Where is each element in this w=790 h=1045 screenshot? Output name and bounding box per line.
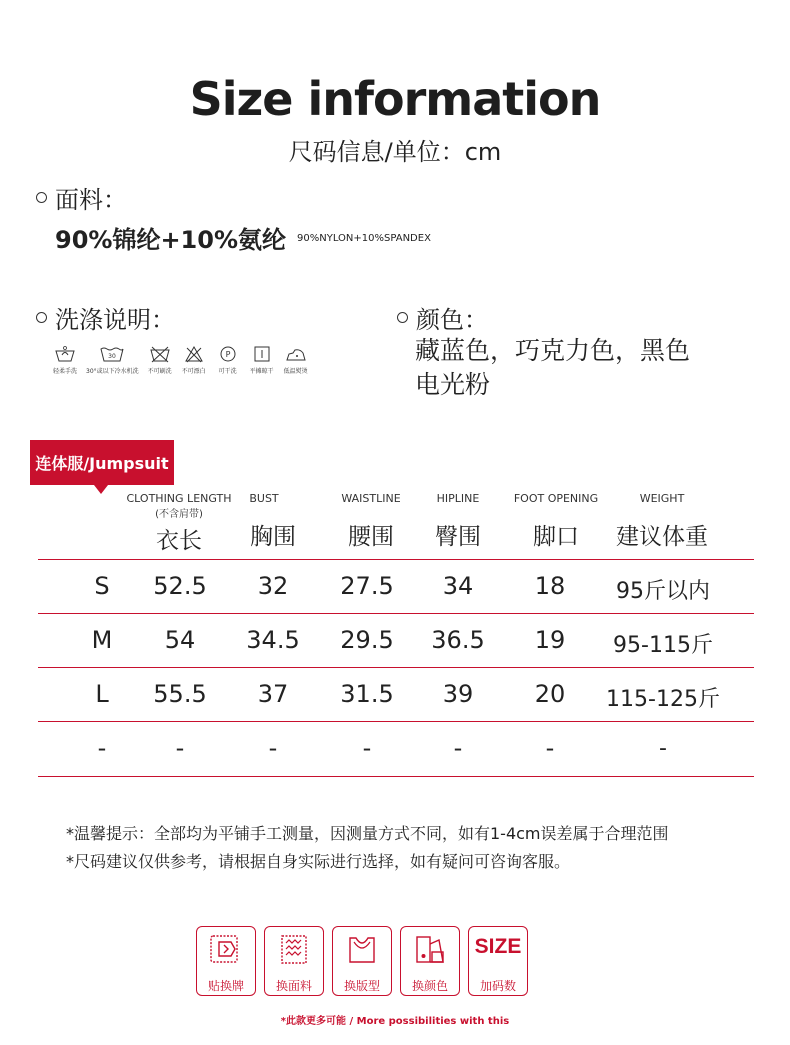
more-option-style-swap: 换版型 bbox=[332, 926, 392, 996]
page-subtitle: 尺码信息/单位：cm bbox=[288, 138, 502, 166]
size-label: M bbox=[91, 626, 113, 654]
header-hipline: HIPLINE 臀围 bbox=[435, 492, 481, 550]
fabric-value: 90%锦纶+10%氨纶 bbox=[55, 226, 286, 254]
header-weight: WEIGHT 建议体重 bbox=[616, 492, 708, 550]
size-add-icon: SIZE bbox=[474, 935, 522, 958]
color-line-1: 藏蓝色，巧克力色，黑色 bbox=[415, 336, 691, 365]
style-swap-icon bbox=[341, 932, 383, 968]
note-line-1: *温馨提示：全部均为平铺手工测量，因测量方式不同，如有1-4cm误差属于合理范围 bbox=[66, 824, 669, 843]
more-option-tag-swap: 贴换牌 bbox=[196, 926, 256, 996]
hand-wash-icon bbox=[52, 344, 78, 364]
wash-30-icon bbox=[99, 344, 125, 364]
notes bbox=[66, 820, 669, 876]
table-divider bbox=[38, 613, 754, 614]
color-section-label bbox=[397, 300, 488, 335]
note-line-2: *尺码建议仅供参考，请根据自身实际进行选择，如有疑问可咨询客服。 bbox=[66, 852, 571, 871]
header-waistline: WAISTLINE 腰围 bbox=[341, 492, 401, 550]
no-brush-icon bbox=[147, 344, 173, 364]
fabric-section-label bbox=[36, 180, 127, 215]
tag-swap-icon bbox=[205, 932, 247, 968]
header-clothing-length: CLOTHING LENGTH (不含肩带) 衣长 bbox=[126, 492, 232, 554]
table-divider bbox=[38, 721, 754, 722]
table-divider bbox=[38, 559, 754, 560]
no-bleach-icon bbox=[181, 344, 207, 364]
care-item: 轻柔手洗 bbox=[52, 344, 78, 375]
table-divider bbox=[38, 776, 754, 777]
care-item: 不可漂白 bbox=[181, 344, 207, 375]
washing-section-label bbox=[36, 300, 175, 335]
care-item: 30 30°或以下冷水机洗 bbox=[86, 344, 139, 375]
care-item: 不可刷洗 bbox=[147, 344, 173, 375]
tag-pointer bbox=[94, 485, 108, 494]
more-option-color-swap: 换颜色 bbox=[400, 926, 460, 996]
fabric-value-en: 90%NYLON+10%SPANDEX bbox=[297, 233, 431, 244]
svg-text:P: P bbox=[225, 350, 231, 359]
dry-clean-p-icon bbox=[215, 344, 241, 364]
care-item: 低温熨烫 bbox=[283, 344, 309, 375]
more-option-size-add: SIZE 加码数 bbox=[468, 926, 528, 996]
size-label: - bbox=[97, 734, 107, 762]
flat-dry-icon bbox=[249, 344, 275, 364]
svg-text:30: 30 bbox=[108, 353, 117, 360]
size-label: S bbox=[94, 572, 110, 600]
table-divider bbox=[38, 667, 754, 668]
bullet-icon bbox=[36, 192, 47, 203]
bullet-icon bbox=[36, 312, 47, 323]
size-label: L bbox=[95, 680, 109, 708]
color-values bbox=[415, 334, 745, 402]
fabric-label: 面料： bbox=[55, 186, 127, 214]
header-bust: BUST 胸围 bbox=[249, 492, 296, 550]
more-option-fabric-swap: 换面料 bbox=[264, 926, 324, 996]
fabric-swap-icon bbox=[273, 932, 315, 968]
color-line-2: 电光粉 bbox=[415, 370, 491, 399]
washing-label: 洗涤说明： bbox=[55, 306, 175, 334]
more-caption: *此款更多可能 / More possibilities with this bbox=[280, 1016, 510, 1027]
care-item: P 可干洗 bbox=[215, 344, 241, 375]
low-iron-icon bbox=[283, 344, 309, 364]
bullet-icon bbox=[397, 312, 408, 323]
color-swap-icon bbox=[409, 932, 451, 968]
color-label: 颜色： bbox=[416, 306, 488, 334]
page-title: Size information bbox=[189, 72, 601, 126]
product-type-tag: 连体服/Jumpsuit bbox=[30, 440, 174, 485]
care-item: 平摊晾干 bbox=[249, 344, 275, 375]
header-foot-opening: FOOT OPENING 脚口 bbox=[513, 492, 599, 550]
care-symbols bbox=[52, 344, 317, 375]
